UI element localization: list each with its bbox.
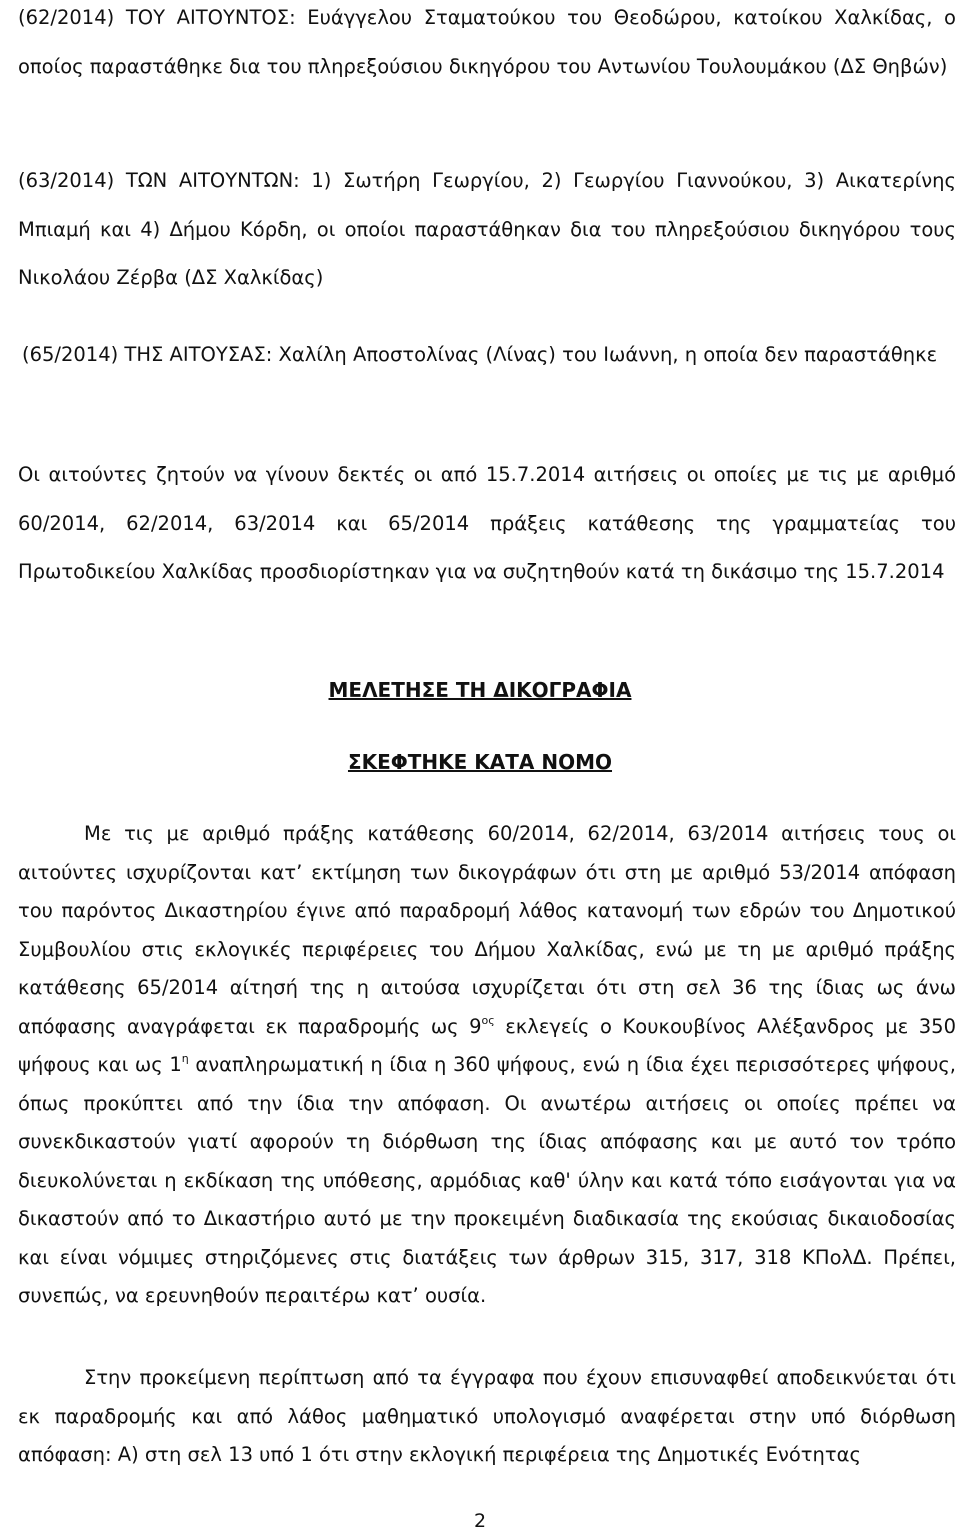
- ordinal-superscript-2: η: [181, 1052, 189, 1065]
- reasoning-text-2: εκλεγείς ο Κουκουβίνος Αλέξανδρος με 350 ψήφους και ως 1: [18, 1014, 956, 1076]
- paragraph-reasoning: [18, 815, 956, 1316]
- ordinal-superscript-1: ος: [481, 1013, 495, 1027]
- paragraph-findings: Στην προκείμενη περίπτωση από τα έγγραφα που έχουν επισυναφθεί αποδεικνύεται ότι εκ παραδρομής και από λάθος μαθηματικό υπολογισμό αναφέρεται στην υπό διόρθωση απόφαση: Α) στη σελ 13 υπό 1 ότι στην εκλογική περιφέρεια της Δημοτικές Ενότητας: [18, 1366, 956, 1466]
- paragraph-applicant-62: (62/2014) ΤΟΥ ΑΙΤΟΥΝΤΟΣ: Ευάγγελου Σταματούκου του Θεοδώρου, κατοίκου Χαλκίδας, ο οποίος παραστάθηκε δια του πληρεξούσιου δικηγόρου του Αντωνίου Τουλουμάκου (ΔΣ Θηβών): [18, 6, 956, 78]
- paragraph-applicant-65: (65/2014) ΤΗΣ ΑΙΤΟΥΣΑΣ: Χαλίλη Αποστολίνας (Λίνας) του Ιωάννη, η οποία δεν παραστάθηκε: [22, 343, 938, 366]
- heading-studied-file: ΜΕΛΕΤΗΣΕ ΤΗ ΔΙΚΟΓΡΑΦΙΑ: [328, 678, 632, 702]
- paragraph-request: Οι αιτούντες ζητούν να γίνουν δεκτές οι από 15.7.2014 αιτήσεις οι οποίες με τις με αριθμό 60/2014, 62/2014, 63/2014 και 65/2014 πράξεις κατάθεσης της γραμματείας του Πρωτοδικείου Χαλκίδας προσδιορίστηκαν για να συζητηθούν κατά τη δικάσιμο της 15.7.2014: [18, 463, 956, 583]
- page-number: 2: [473, 1510, 487, 1532]
- reasoning-text-3: αναπληρωματική η ίδια η 360 ψήφους, ενώ η ίδια έχει περισσότερες ψήφους, όπως προκύπτει από την ίδια την απόφαση. Οι ανωτέρω αιτήσεις οι οποίες πρέπει να συνεκδικαστούν γιατί αφορούν τη διόρθωση της ίδιας απόφασης και με αυτό τον τρόπο διευκολύνεται η εκδίκαση της υπόθεσης, αρμόδιας καθ' ύλην και κατά τόπο εισάγονται για να δικαστούν από το Δικαστήριο αυτό με την προκειμένη διαδικασία της εκούσιας δικαιοδοσίας και είναι νόμιμες στηριζόμενες στις διατάξεις των άρθρων 315, 317, 318 ΚΠολΔ. Πρέπει, συνεπώς, να ερευνηθούν περαιτέρω κατ’ ουσία.: [18, 1053, 956, 1307]
- reasoning-text-1: Με τις με αριθμό πράξης κατάθεσης 60/2014, 62/2014, 63/2014 αιτήσεις τους οι αιτούντες ισχυρίζονται κατ’ εκτίμηση των δικογράφων ότι στη με αριθμό 53/2014 απόφαση του παρόντος Δικαστηρίου έγινε από παραδρομή λάθος κατανομή των εδρών του Δημοτικού Συμβουλίου στις εκλογικές περιφέρειες του Δήμου Χαλκίδας, ενώ με τη με αριθμό πράξης κατάθεσης 65/2014 αίτησή της η αιτούσα ισχυρίζεται ότι στη σελ 36 της ίδιας ως άνω απόφασης αναγράφεται εκ παραδρομής ως 9: [18, 822, 956, 1038]
- paragraph-applicants-63: (63/2014) ΤΩΝ ΑΙΤΟΥΝΤΩΝ: 1) Σωτήρη Γεωργίου, 2) Γεωργίου Γιαννούκου, 3) Αικατερίνης Μπιαμή και 4) Δήμου Κόρδη, οι οποίοι παραστάθηκαν δια του πληρεξούσιου δικηγόρου τους Νικολάου Ζέρβα (ΔΣ Χαλκίδας): [18, 169, 956, 289]
- heading-considered-law: ΣΚΕΦΤΗΚΕ ΚΑΤΑ ΝΟΜΟ: [347, 750, 613, 774]
